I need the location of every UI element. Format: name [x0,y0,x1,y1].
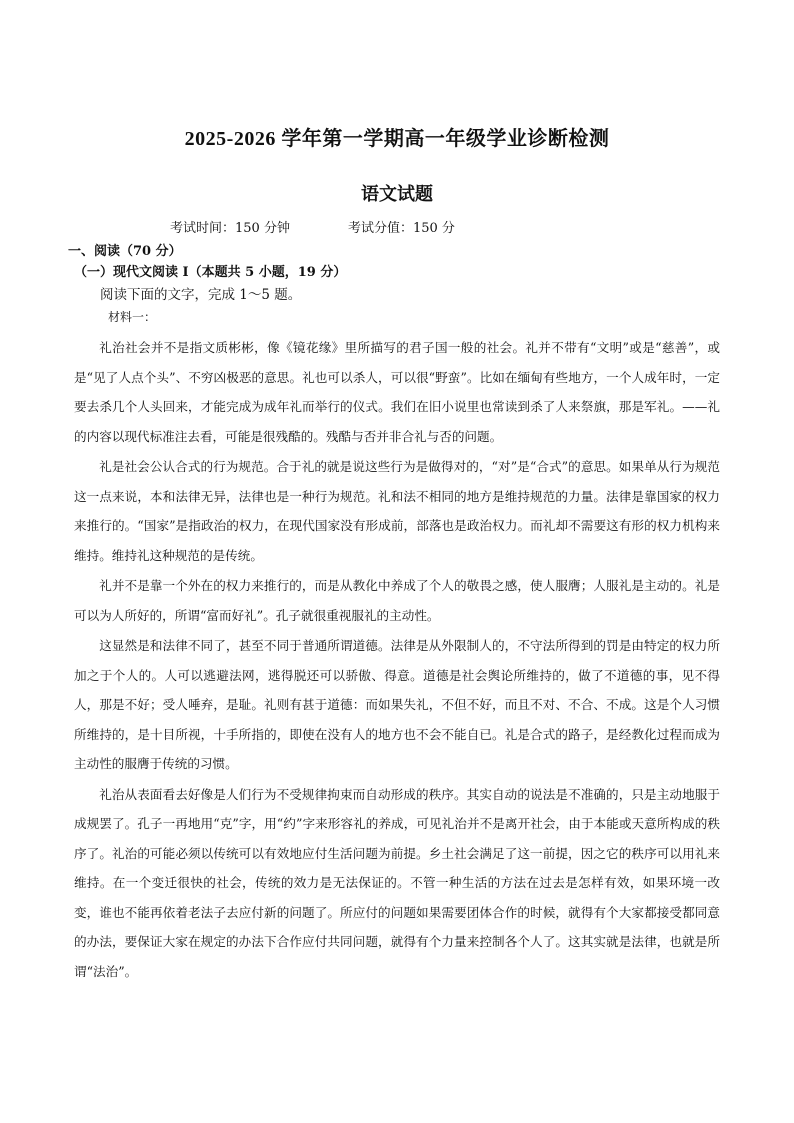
exam-score: 考试分值：150 分 [347,221,455,236]
paragraph: 礼是社会公认合式的行为规范。合于礼的就是说这些行为是做得对的，“对”是“合式”的意思。如果单从行为规范这一点来说，本和法律无异，法律也是一种行为规范。礼和法不相同的地方是维持规范的力量。法律是靠国家的权力来推行的。“国家”是指政治的权力，在现代国家没有形成前，部落也是政治权力。而礼却不需要这有形的权力机构来维持。维持礼这种规范的是传统。 [74,459,720,563]
section-heading: 一、阅读（70 分） [68,244,182,259]
exam-time: 考试时间：150 分钟 [170,221,290,236]
paragraph: 礼治社会并不是指文质彬彬，像《镜花缘》里所描写的君子国一般的社会。礼并不带有“文明”或是“慈善”，或是“见了人点个头”、不穷凶极恶的意思。礼也可以杀人，可以很“野蛮”。比如在缅甸有些地方，一个人成年时，一定要去杀几个人头回来，才能完成为成年礼而举行的仪式。我们在旧小说里也常读到杀了人来祭旗，那是军礼。——礼的内容以现代标准注去看，可能是很残酷的。残酷与否并非合礼与否的问题。 [74,340,720,444]
paragraph: 礼治从表面看去好像是人们行为不受规律拘束而自动形成的秩序。其实自动的说法是不准确的，只是主动地服于成规罢了。孔子一再地用“克”字，用“约”字来形容礼的养成，可见礼治并不是离开社会，由于本能或天意所构成的秩序了。礼治的可能必须以传统可以有效地应付生活问题为前提。乡土社会满足了这一前提，因之它的秩序可以用礼来维持。在一个变迁很快的社会，传统的效力是无法保证的。不管一种生活的方法在过去是怎样有效，如果环境一改变，谁也不能再依着老法子去应付新的问题了。所应付的问题如果需要团体合作的时候，就得有个大家都接受都同意的办法，要保证大家在规定的办法下合作应付共同问题，就得有个力量来控制各个人了。这其实就是法律，也就是所谓“法治”。 [74,786,720,979]
paragraph: 礼并不是靠一个外在的权力来推行的，而是从教化中养成了个人的敬畏之感，使人服膺；人服礼是主动的。礼是可以为人所好的，所谓“富而好礼”。孔子就很重视服礼的主动性。 [74,578,720,623]
material-label: 材料一： [108,310,157,324]
exam-subtitle: 语文试题 [361,184,433,205]
reading-instruction: 阅读下面的文字，完成 1～5 题。 [100,287,302,303]
exam-title: 2025-2026 学年第一学期高一年级学业诊断检测 [184,128,610,150]
exam-meta [170,217,455,236]
material-body [74,333,720,987]
paragraph: 这显然是和法律不同了，甚至不同于普通所谓道德。法律是从外限制人的，不守法所得到的罚是由特定的权力所加之于个人的。人可以逃避法网，逃得脱还可以骄傲、得意。道德是社会舆论所维持的，做了不道德的事，见不得人，那是不好；受人唾弃，是耻。礼则有甚于道德：而如果失礼，不但不好，而且不对、不合、不成。这是个人习惯所维持的，是十目所视，十手所指的，即使在没有人的地方也不会不能自已。礼是合式的路子，是经教化过程而成为主动性的服膺于传统的习惯。 [74,638,720,771]
subsection-heading: （一）现代文阅读 I（本题共 5 小题，19 分） [74,265,347,280]
